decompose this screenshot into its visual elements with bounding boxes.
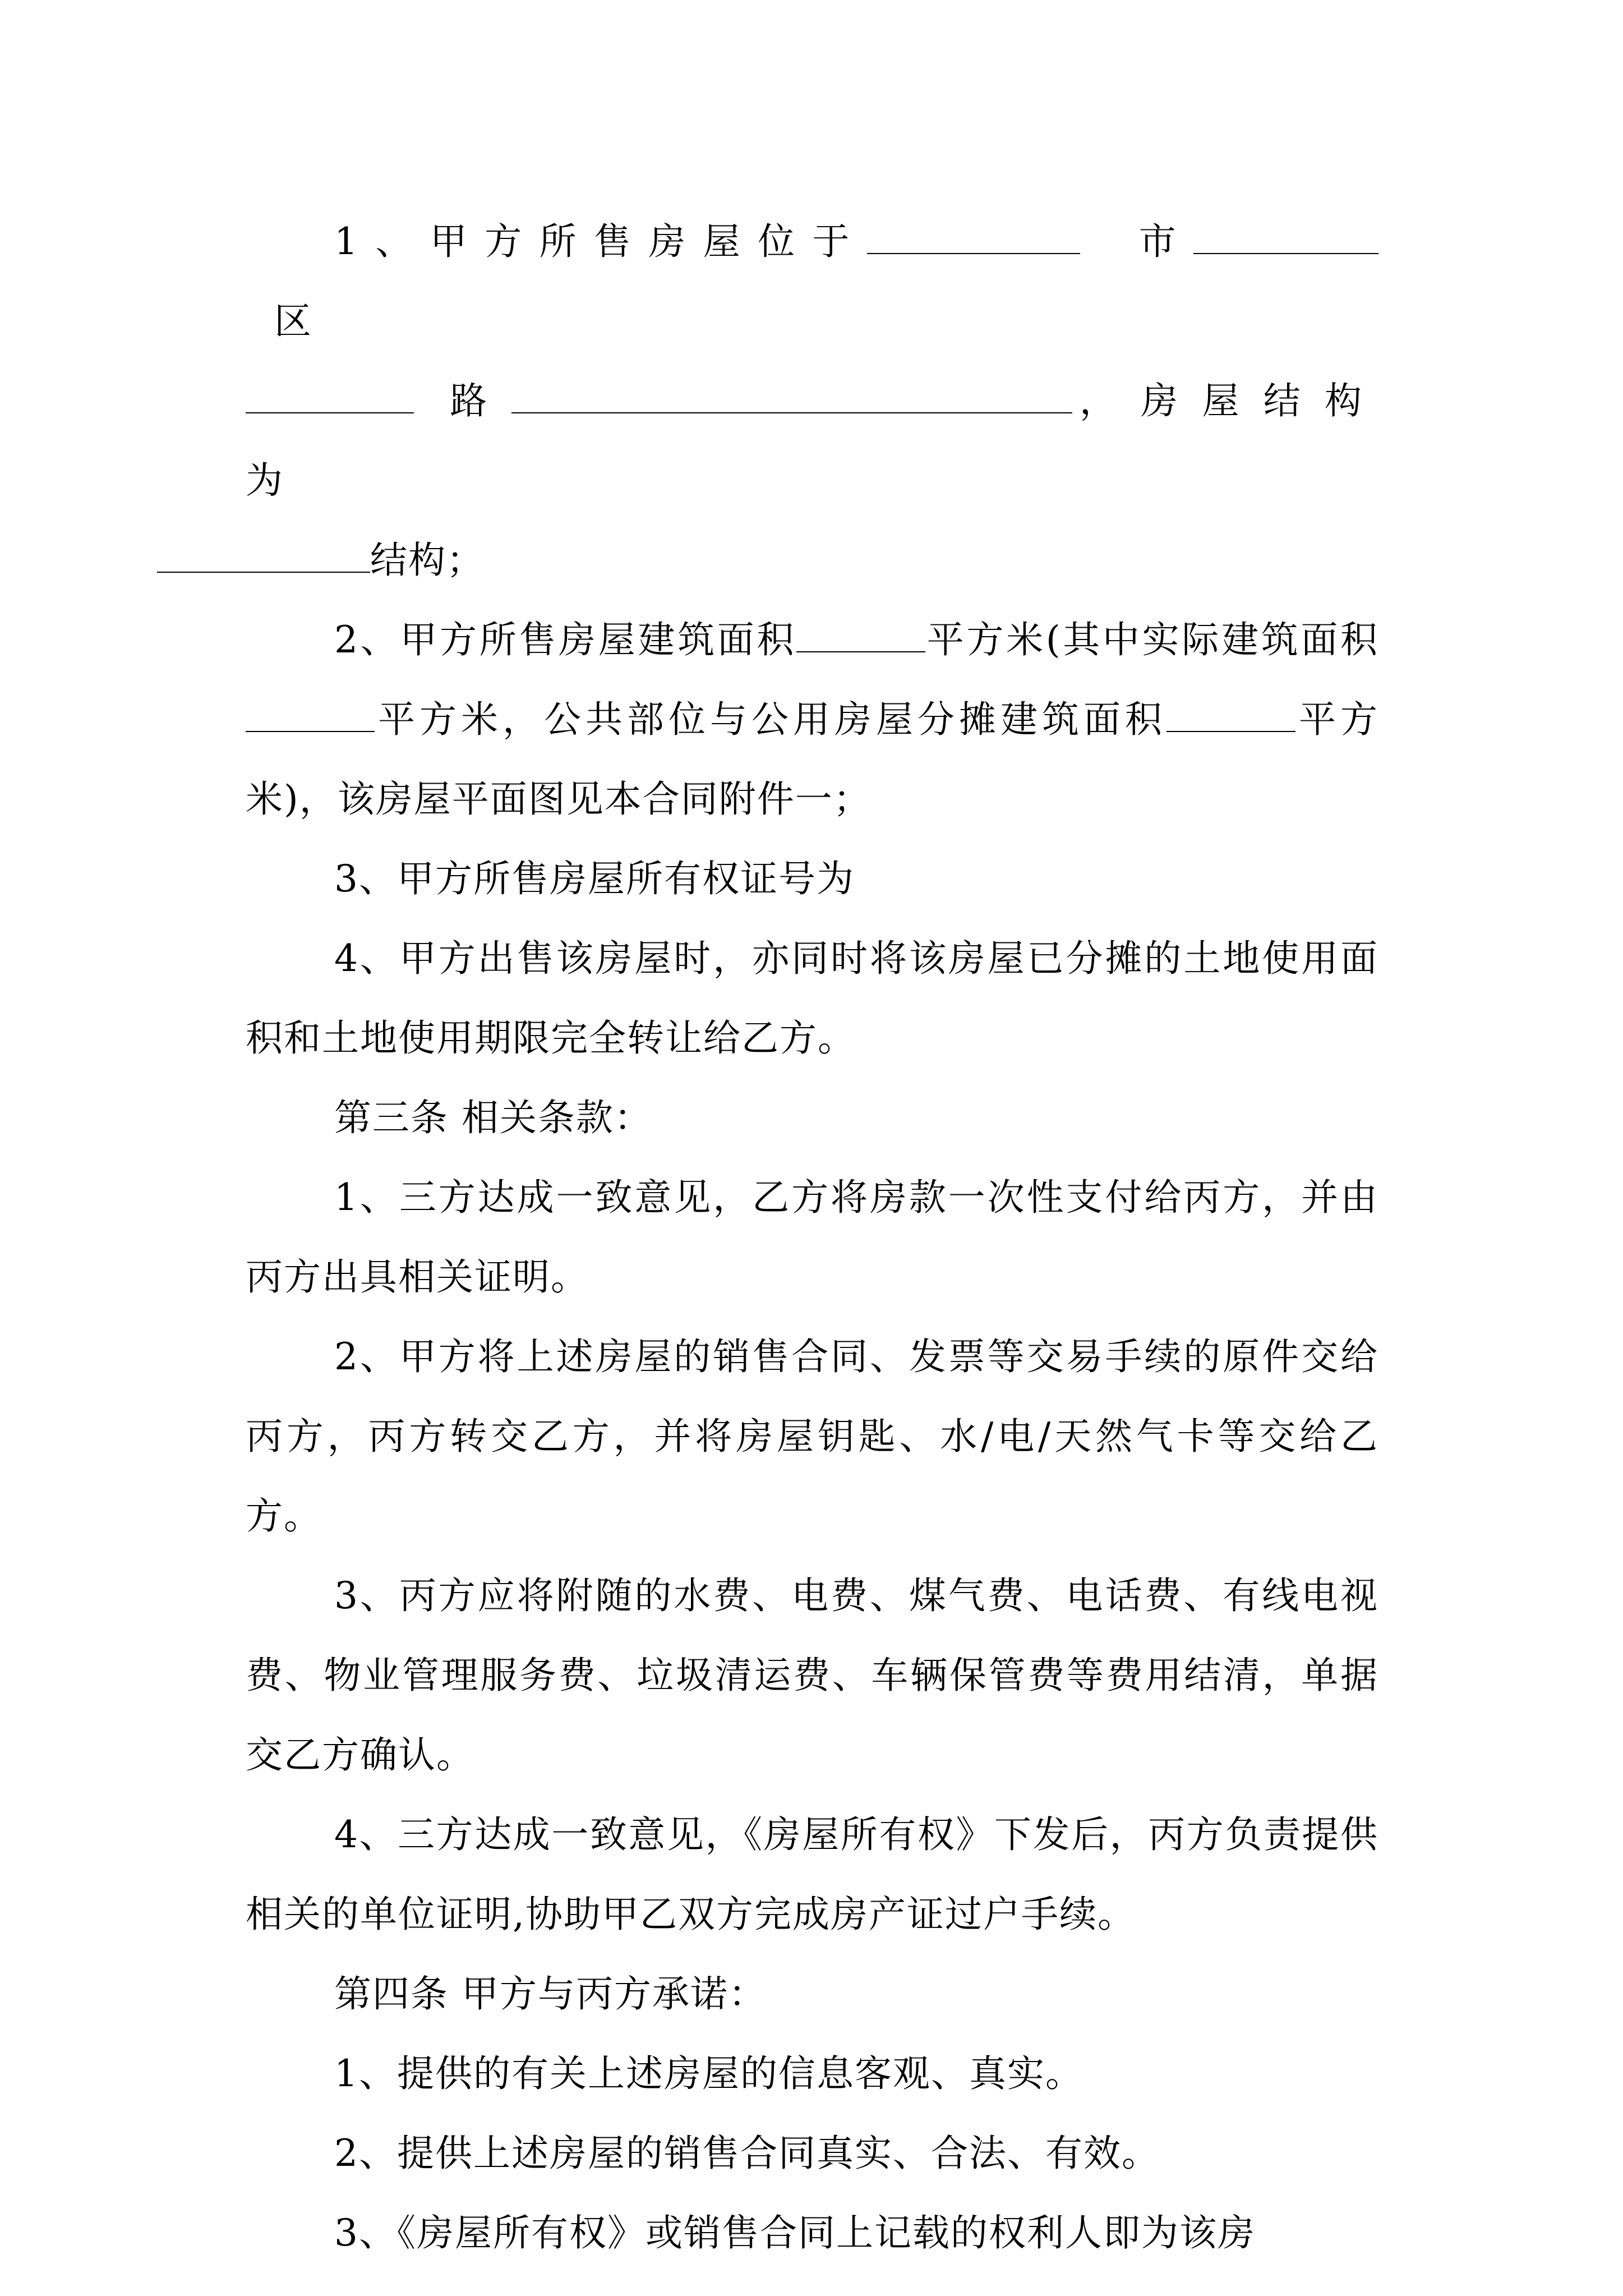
clause-3-3: 3、丙方应将附随的水费、电费、煤气费、电话费、有线电视费、物业管理服务费、垃圾清运费、车辆保管费等费用结清，单据交乙方确认。: [246, 1574, 1378, 1777]
clause-2-3: 3、甲方所售房屋所有权证号为: [334, 857, 855, 900]
clause-2-1-city-label: 市: [1138, 220, 1193, 263]
clause-2-2-lead: 2、甲方所售房屋建筑面积: [334, 618, 797, 661]
document-body: [246, 202, 1378, 2273]
blank-address[interactable]: [511, 379, 1072, 413]
article-3-heading: 第三条 相关条款：: [334, 1096, 652, 1139]
blank-city[interactable]: [867, 219, 1080, 254]
blank-district[interactable]: [1193, 219, 1378, 254]
clause-3-2: 2、甲方将上述房屋的销售合同、发票等交易手续的原件交给丙方，丙方转交乙方，并将房屋钥匙、水/电/天然气卡等交给乙方。: [246, 1335, 1378, 1538]
blank-actual-area[interactable]: [246, 697, 375, 732]
blank-structure[interactable]: [157, 538, 370, 573]
clause-2-2-mid1: 平方米(其中实际建筑面积: [925, 618, 1378, 661]
clause-3-1: 1、三方达成一致意见，乙方将房款一次性支付给丙方，并由丙方出具相关证明。: [246, 1176, 1378, 1299]
clause-2-2-mid2: 平方米，公共部位与公用房屋分摊建筑面积: [375, 698, 1166, 741]
clause-2-4: 4、甲方出售该房屋时，亦同时将该房屋已分摊的土地使用面积和土地使用期限完全转让给乙方。: [246, 937, 1378, 1060]
clause-4-1: 1、提供的有关上述房屋的信息客观、真实。: [334, 2052, 1083, 2095]
clause-2-1-road-label: 路: [450, 379, 511, 422]
clause-2-1-structure-suffix: 结构；: [370, 539, 485, 582]
clause-4-3: 3、《房屋所有权》或销售合同上记载的权利人即为该房: [334, 2211, 1256, 2254]
blank-road[interactable]: [246, 379, 414, 413]
clause-2-2: [246, 600, 1378, 839]
article-4-heading: 第四条 甲方与丙方承诺：: [334, 1972, 767, 2016]
clause-2-1-district-label: 区: [274, 300, 328, 343]
clause-2-2-tail: 平方米)，该房屋平面图见本合同附件一；: [246, 698, 1378, 821]
clause-4-2: 2、提供上述房屋的销售合同真实、合法、有效。: [334, 2132, 1160, 2175]
blank-building-area[interactable]: [796, 618, 925, 652]
clause-2-1: [246, 202, 1378, 600]
clause-2-1-lead: 1、甲方所售房屋位于: [334, 220, 867, 263]
clause-2-1-structure-label: ，房屋结构为: [246, 379, 1379, 502]
clause-3-4: 4、三方达成一致意见，《房屋所有权》下发后，丙方负责提供相关的单位证明,协助甲乙双方完成房产证过户手续。: [246, 1813, 1378, 1936]
blank-shared-area[interactable]: [1166, 697, 1295, 732]
